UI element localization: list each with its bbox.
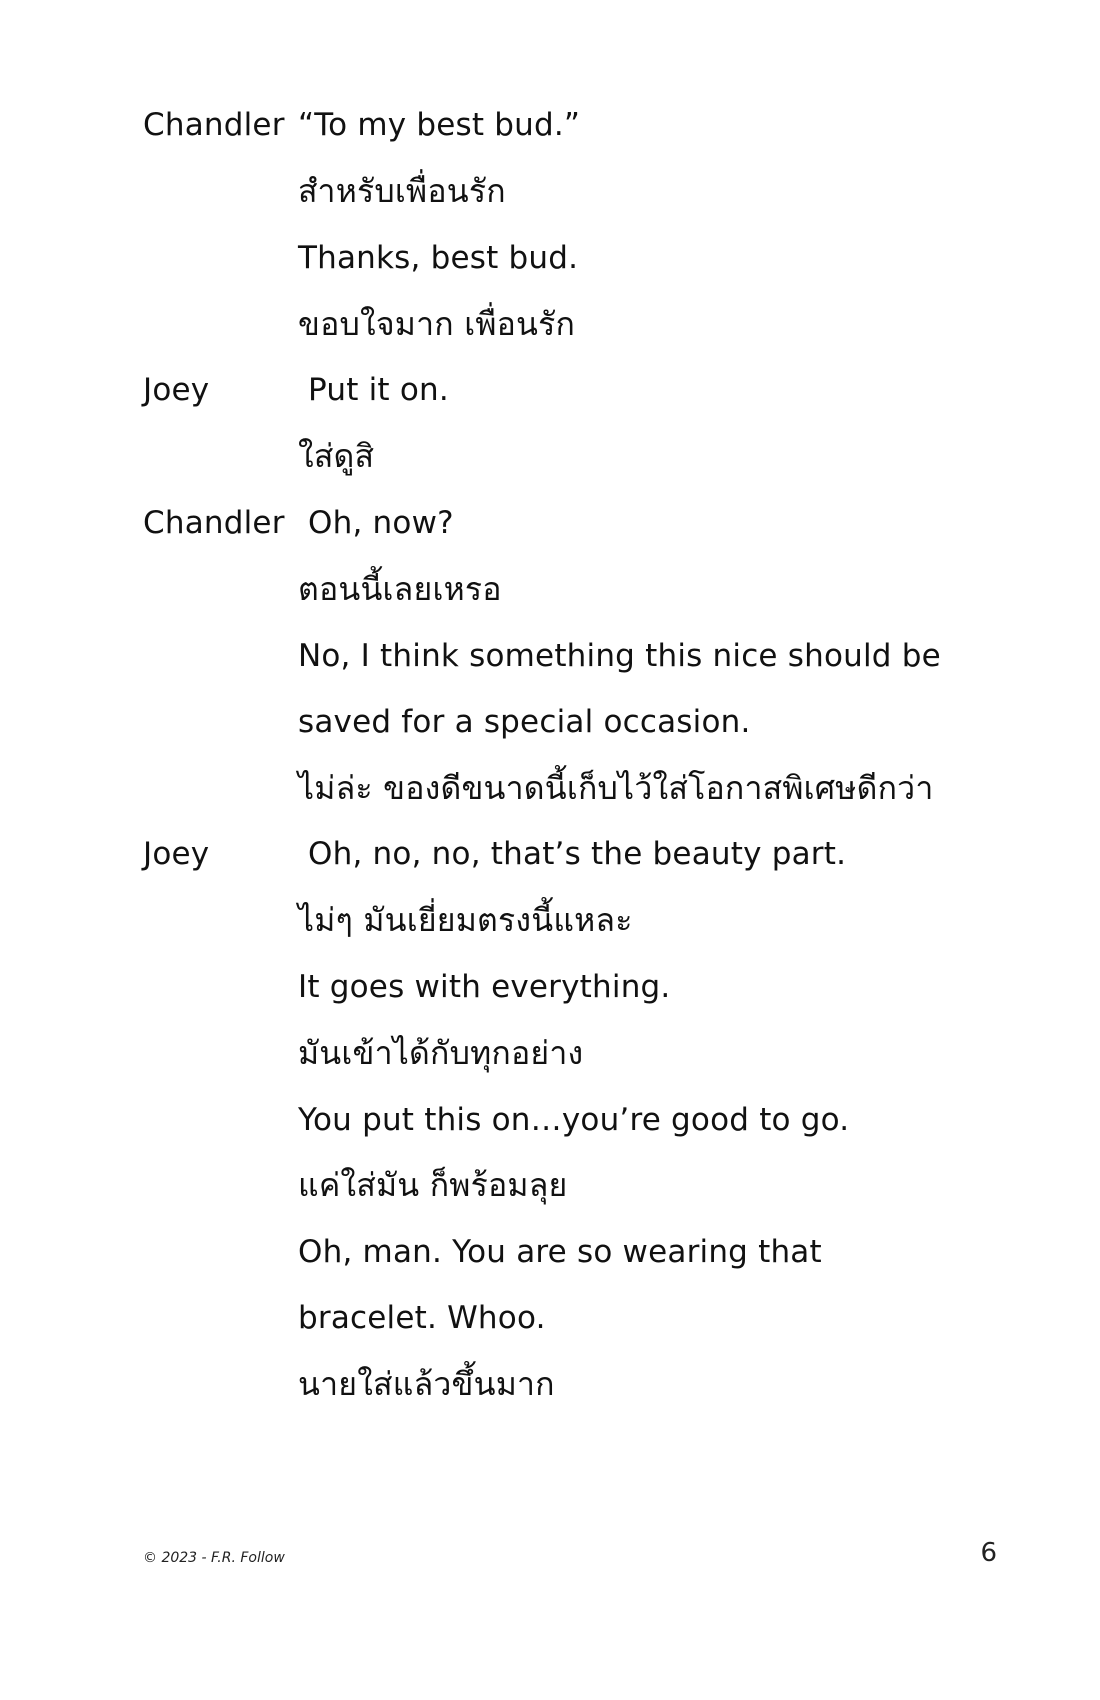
- dialogue-row: [143, 1020, 1043, 1086]
- dialogue-row: [143, 954, 1043, 1020]
- english-dialogue-line: “To my best bud.”: [298, 107, 581, 144]
- english-dialogue-line: Oh, man. You are so wearing that: [298, 1234, 822, 1271]
- page-number: 6: [980, 1538, 997, 1568]
- thai-translation-line: ตอนนี้เลยเหรอ: [298, 569, 502, 608]
- dialogue-row: [143, 689, 1043, 755]
- thai-translation-line: แค่ใส่มัน ก็พร้อมลุย: [298, 1166, 568, 1205]
- dialogue-row: [143, 1219, 1043, 1285]
- dialogue-row: [143, 1086, 1043, 1152]
- speaker-name: Joey: [143, 836, 210, 873]
- english-dialogue-line: You put this on…you’re good to go.: [298, 1101, 850, 1138]
- thai-translation-line: มันเข้าได้กับทุกอย่าง: [298, 1033, 584, 1072]
- thai-translation-line: นายใส่แล้วขึ้นมาก: [298, 1365, 555, 1404]
- dialogue-row: [143, 888, 1043, 954]
- dialogue-row: [143, 556, 1043, 622]
- english-dialogue-line: Put it on.: [308, 372, 449, 409]
- thai-translation-line: ใส่ดูสิ: [298, 437, 375, 476]
- speaker-name: Joey: [143, 372, 210, 409]
- english-dialogue-line: It goes with everything.: [298, 969, 671, 1005]
- thai-translation-line: ขอบใจมาก เพื่อนรัก: [298, 304, 576, 343]
- dialogue-row: [143, 1285, 1043, 1351]
- english-dialogue-line: Thanks, best bud.: [298, 239, 579, 276]
- dialogue-row: [143, 622, 1043, 688]
- dialogue-row: [143, 1153, 1043, 1219]
- dialogue-row: [143, 92, 1043, 158]
- dialogue-row: [143, 821, 1043, 887]
- dialogue-row: [143, 158, 1043, 224]
- speaker-name: Chandler: [143, 504, 285, 541]
- dialogue-row: [143, 1352, 1043, 1418]
- english-dialogue-line: No, I think something this nice should be: [298, 637, 941, 674]
- copyright-notice: © 2023 - F.R. Follow: [143, 1550, 285, 1566]
- english-dialogue-line: bracelet. Whoo.: [298, 1300, 546, 1337]
- english-dialogue-line: Oh, now?: [308, 504, 454, 541]
- dialogue-row: [143, 291, 1043, 357]
- dialogue-row: [143, 755, 1043, 821]
- thai-translation-line: สำหรับเพื่อนรัก: [298, 171, 506, 210]
- dialogue-row: [143, 490, 1043, 556]
- thai-translation-line: ไม่ล่ะ ของดีขนาดนี้เก็บไว้ใส่โอกาสพิเศษดีกว่า: [298, 768, 934, 807]
- speaker-name: Chandler: [143, 107, 285, 144]
- thai-translation-line: ไม่ๆ มันเยี่ยมตรงนี้แหละ: [298, 901, 633, 940]
- dialogue-script: [143, 92, 1043, 1418]
- dialogue-row: [143, 357, 1043, 423]
- english-dialogue-line: Oh, no, no, that’s the beauty part.: [308, 836, 847, 873]
- english-dialogue-line: saved for a special occasion.: [298, 703, 751, 740]
- dialogue-row: [143, 225, 1043, 291]
- dialogue-row: [143, 423, 1043, 489]
